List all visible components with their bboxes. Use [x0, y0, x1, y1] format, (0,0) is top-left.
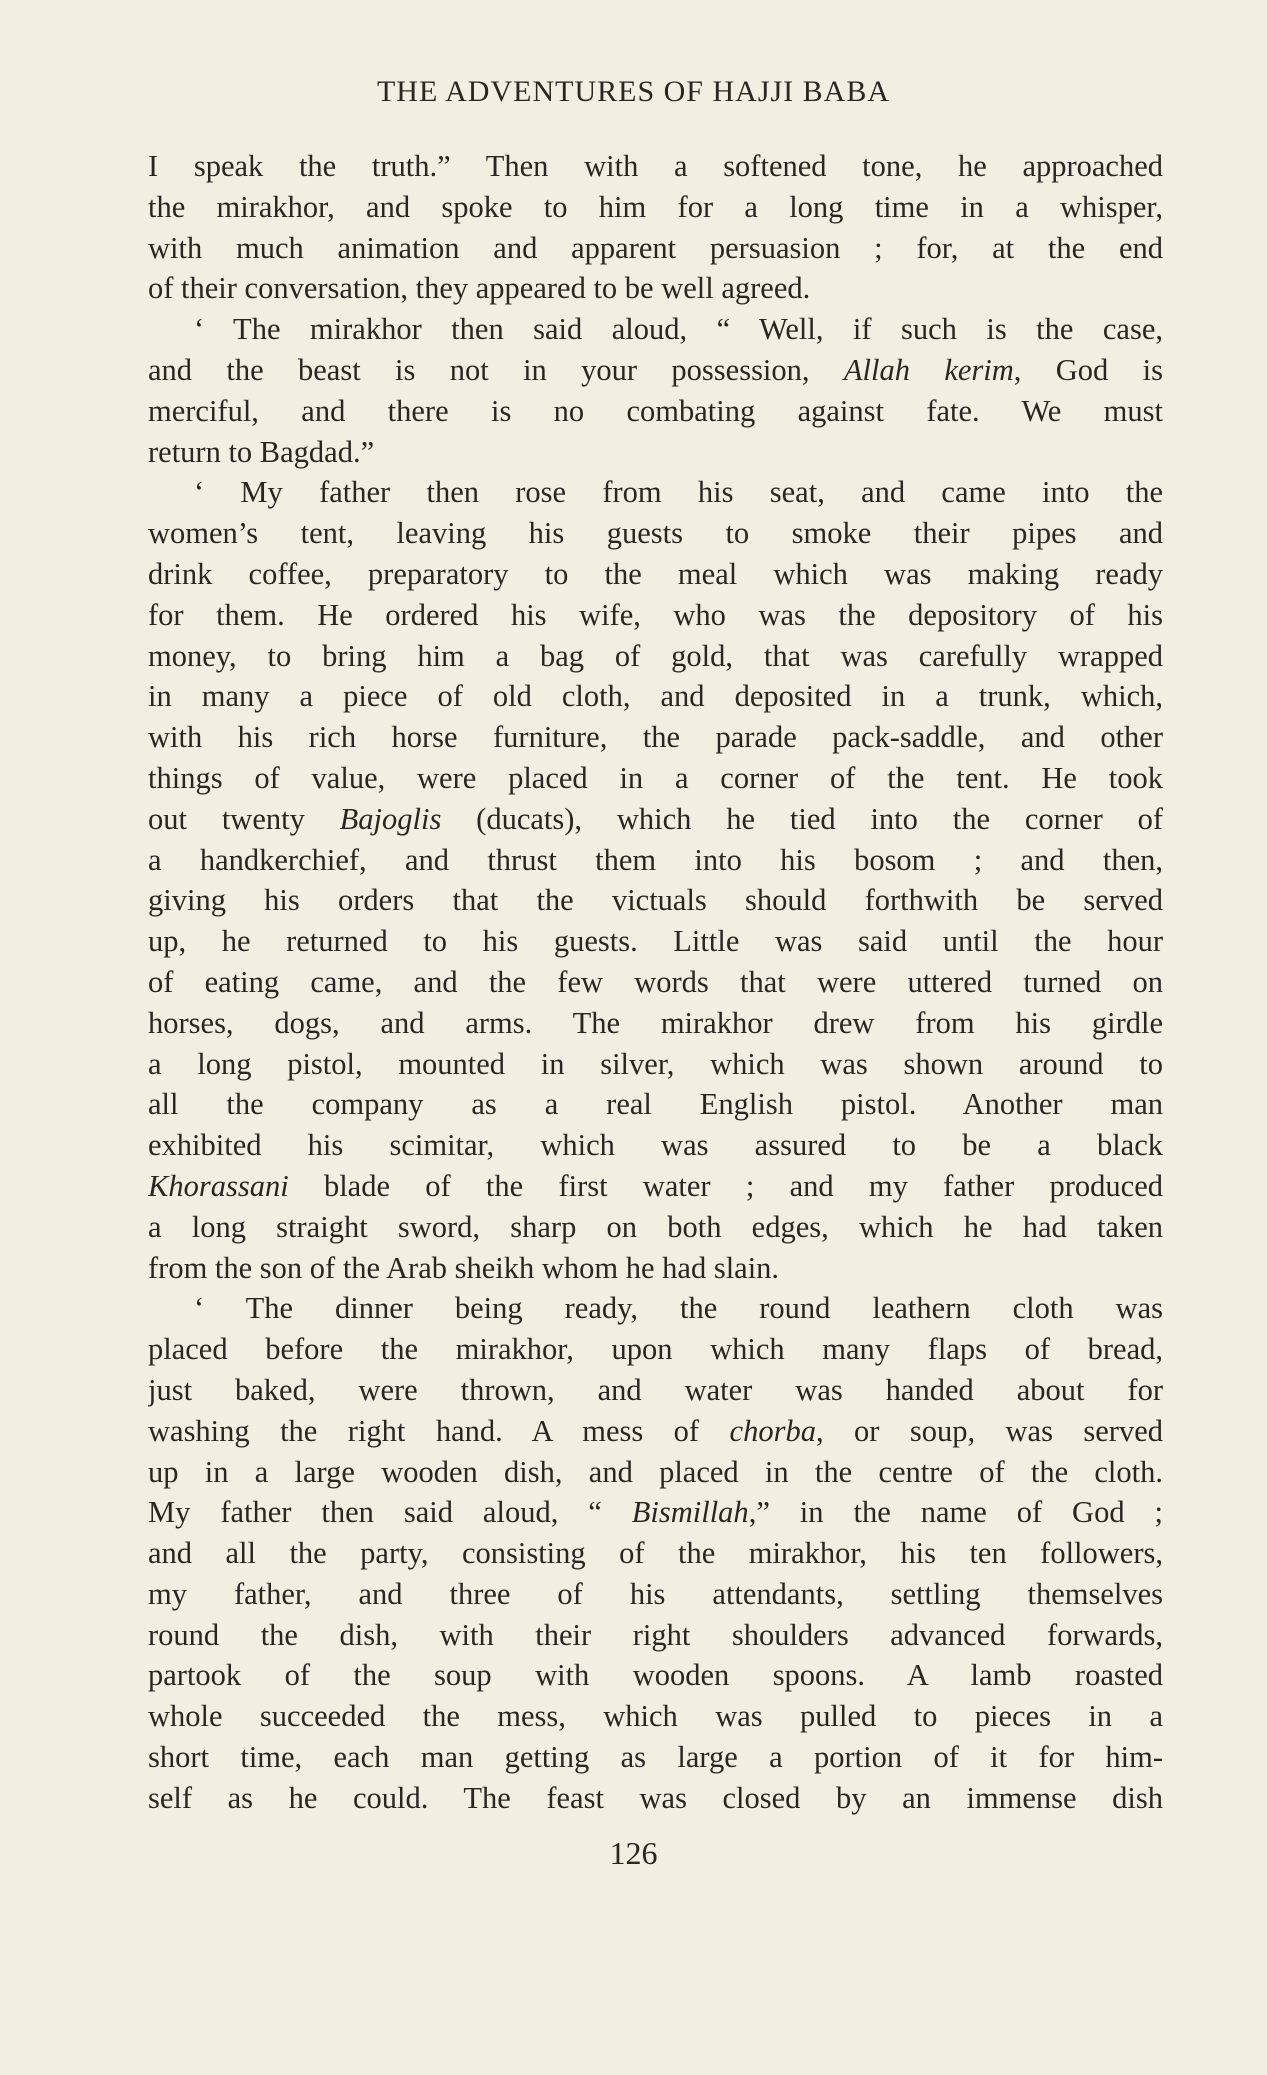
text-line	[148, 1044, 1163, 1085]
text-line	[148, 1452, 1163, 1493]
text-run: of their conversation, they appeared to be well agreed.	[148, 271, 811, 306]
text-run: , God is	[1013, 352, 1163, 387]
text-line	[148, 1778, 1163, 1819]
text-line	[148, 1003, 1163, 1044]
text-line	[148, 880, 1163, 921]
text-line	[148, 717, 1163, 758]
body-text	[148, 146, 1163, 1819]
text-run: with his rich horse furniture, the parade pack-saddle, and other	[148, 720, 1163, 755]
text-line	[148, 187, 1163, 228]
text-run: return to Bagdad.”	[148, 434, 375, 469]
text-line	[148, 840, 1163, 881]
text-run: with much animation and apparent persuasion ; for, at the end	[148, 230, 1163, 265]
text-run: up, he returned to his guests. Little was said until the hour	[148, 924, 1163, 959]
text-run: a long straight sword, sharp on both edges, which he had taken	[148, 1209, 1163, 1244]
text-line	[148, 921, 1163, 962]
text-run: giving his orders that the victuals should forthwith be served	[148, 883, 1163, 918]
text-line	[148, 1533, 1163, 1574]
text-run: things of value, were placed in a corner of the tent. He took	[148, 760, 1163, 795]
text-run: money, to bring him a bag of gold, that was carefully wrapped	[148, 638, 1163, 673]
text-run: the mirakhor, and spoke to him for a long time in a whisper,	[148, 189, 1163, 224]
text-run: merciful, and there is no combating against fate. We must	[148, 393, 1163, 428]
text-run: and all the party, consisting of the mirakhor, his ten followers,	[148, 1536, 1163, 1571]
text-run: whole succeeded the mess, which was pulled to pieces in a	[148, 1699, 1163, 1734]
text-line	[148, 554, 1163, 595]
text-run: ‘ The dinner being ready, the round leathern cloth was	[194, 1291, 1163, 1326]
text-run: my father, and three of his attendants, settling themselves	[148, 1576, 1163, 1611]
text-run: (ducats), which he tied into the corner of	[441, 801, 1163, 836]
text-line	[148, 391, 1163, 432]
text-line	[148, 1248, 1163, 1289]
text-line	[148, 636, 1163, 677]
italic-term: Bajoglis	[339, 801, 442, 836]
text-run: ‘ The mirakhor then said aloud, “ Well, if such is the case,	[194, 312, 1163, 347]
text-run: placed before the mirakhor, upon which many flaps of bread,	[148, 1332, 1163, 1367]
text-line	[148, 1696, 1163, 1737]
text-run: in many a piece of old cloth, and deposited in a trunk, which,	[148, 679, 1163, 714]
text-line	[148, 962, 1163, 1003]
text-run: I speak the truth.” Then with a softened tone, he approached	[148, 149, 1163, 183]
text-run: exhibited his scimitar, which was assured to be a black	[148, 1128, 1163, 1163]
text-run: My father then said aloud, “	[148, 1495, 632, 1530]
text-run: round the dish, with their right shoulders advanced forwards,	[148, 1617, 1163, 1652]
text-run: a handkerchief, and thrust them into his bosom ; and then,	[148, 842, 1163, 877]
text-run: , or soup, was served	[815, 1413, 1163, 1448]
text-line	[148, 676, 1163, 717]
text-line	[148, 758, 1163, 799]
text-line	[148, 1574, 1163, 1615]
text-line	[148, 1125, 1163, 1166]
text-run: up in a large wooden dish, and placed in the centre of the cloth.	[148, 1454, 1163, 1489]
text-line	[148, 228, 1163, 269]
text-run: and the beast is not in your possession,	[148, 352, 844, 387]
italic-term: Bismillah	[631, 1495, 749, 1530]
text-line	[148, 1492, 1163, 1533]
text-line	[148, 1737, 1163, 1778]
text-run: ‘ My father then rose from his seat, and came into the	[194, 475, 1163, 510]
italic-term: chorba	[729, 1413, 816, 1448]
running-head: THE ADVENTURES OF HAJJI BABA	[376, 75, 891, 108]
text-line	[148, 1329, 1163, 1370]
text-line	[148, 1370, 1163, 1411]
text-run: partook of the soup with wooden spoons. A lamb roasted	[148, 1658, 1163, 1693]
text-line	[148, 1166, 1163, 1207]
text-line	[148, 1288, 1163, 1329]
text-line	[148, 1084, 1163, 1125]
text-run: from the son of the Arab sheikh whom he had slain.	[148, 1250, 780, 1285]
italic-term: Allah kerim	[843, 352, 1014, 387]
text-run: women’s tent, leaving his guests to smoke their pipes and	[148, 516, 1163, 551]
text-line	[148, 350, 1163, 391]
text-run: horses, dogs, and arms. The mirakhor drew from his girdle	[148, 1005, 1163, 1040]
text-run: all the company as a real English pistol. Another man	[148, 1087, 1163, 1122]
text-line	[148, 1207, 1163, 1248]
text-run: a long pistol, mounted in silver, which was shown around to	[148, 1046, 1163, 1081]
text-line	[148, 268, 1163, 309]
text-run: blade of the first water ; and my father produced	[288, 1168, 1163, 1203]
page-number: 126	[609, 1835, 658, 1871]
text-run: out twenty	[148, 801, 340, 836]
text-line	[148, 1411, 1163, 1452]
text-line	[148, 595, 1163, 636]
text-line	[148, 472, 1163, 513]
text-run: ,” in the name of God ;	[748, 1495, 1163, 1530]
text-run: short time, each man getting as large a portion of it for him-	[148, 1740, 1163, 1775]
text-line	[148, 1655, 1163, 1696]
text-run: for them. He ordered his wife, who was the depository of his	[148, 597, 1163, 632]
text-run: of eating came, and the few words that were uttered turned on	[148, 964, 1163, 999]
text-line	[148, 1615, 1163, 1656]
text-line	[148, 146, 1163, 187]
text-line	[148, 513, 1163, 554]
text-run: drink coffee, preparatory to the meal which was making ready	[148, 556, 1163, 591]
text-run: just baked, were thrown, and water was handed about for	[148, 1372, 1163, 1407]
text-line	[148, 799, 1163, 840]
text-run: washing the right hand. A mess of	[148, 1413, 730, 1448]
text-run: self as he could. The feast was closed by an immense dish	[148, 1780, 1163, 1815]
italic-term: Khorassani	[148, 1168, 289, 1203]
text-line	[148, 309, 1163, 350]
text-line	[148, 432, 1163, 473]
